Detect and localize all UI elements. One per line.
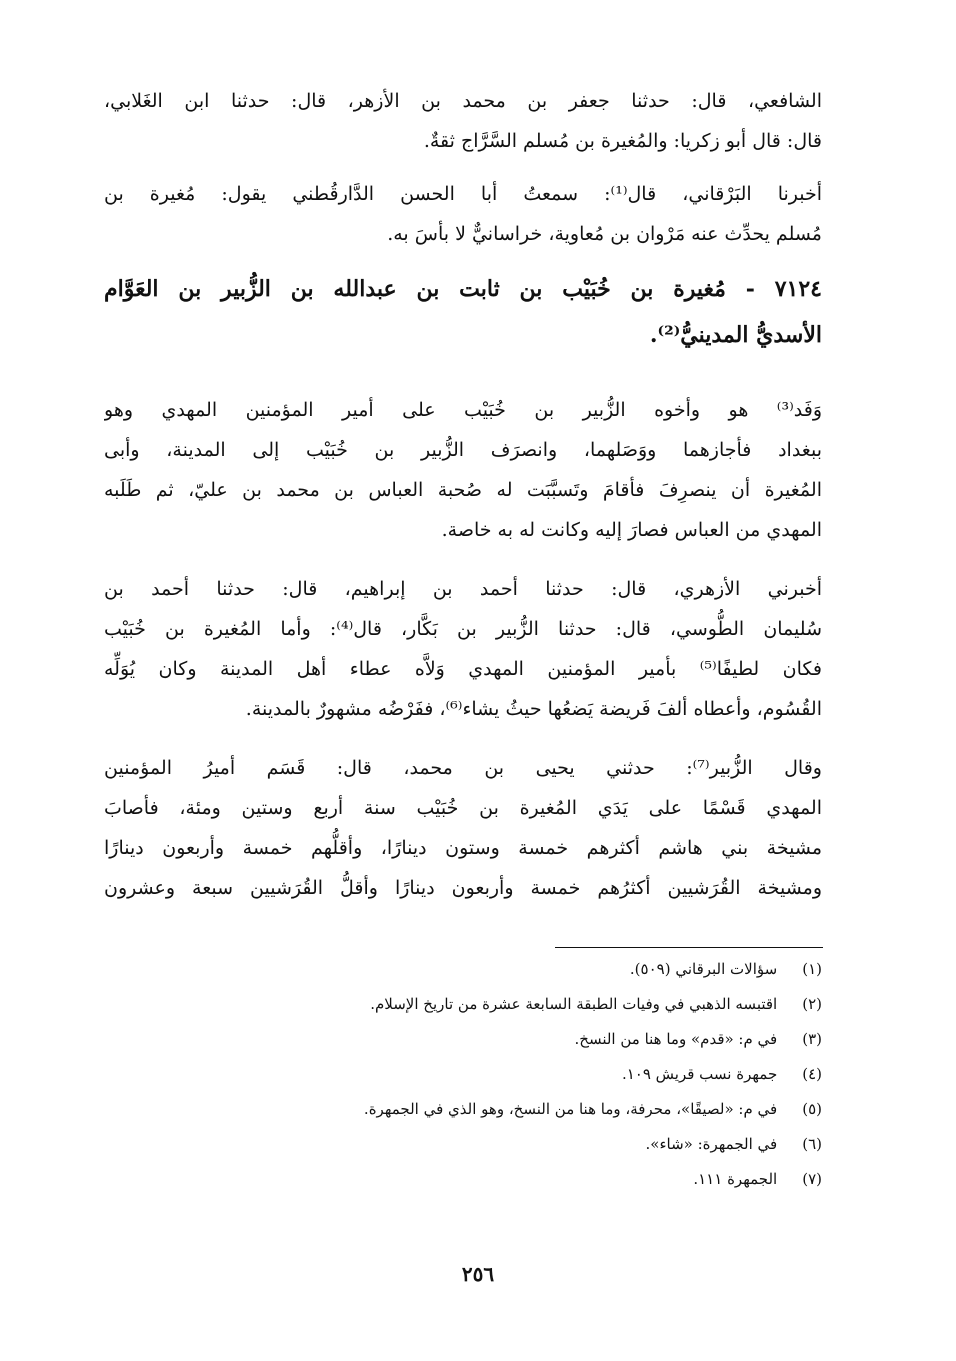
text-line: مُسلم يحدِّث عنه مَرْوان بن مُعاوية، خراسانيٌّ لا بأسَ به. [387, 223, 822, 245]
text-line: ببغداد فأجازهما ووَصَلهما، وانصرَف الزُّبير بن خُبَيْب إلى المدينة، وأبى [104, 439, 822, 461]
footnotes [200, 952, 822, 1197]
text-line: مشيخة بني هاشم أكثرهم خمسة وستون دينارًا، وأقلُّهم خمسة وأربعون دينارًا [104, 837, 822, 859]
paragraph [104, 390, 822, 550]
footnote-number: (٧) [802, 1170, 822, 1188]
text-line: فكان لطيفًا⁽⁵⁾ بأمير المؤمنين المهدي وَلاَّه عطاء أهل المدينة وكان يُوَلِّه [104, 658, 822, 680]
footnote [200, 1162, 822, 1197]
text-line: وَفَد⁽³⁾ هو وأخوه الزُّبير بن خُبَيْب على أمير المؤمنين المهدي وهو [104, 399, 822, 421]
text-line: قال: قال أبو زكريا: والمُغيرة بن مُسلم السَّرَّاج ثقةٌ. [423, 130, 822, 152]
footnote-text: في م: «لصيقًا»، محرفة، وما هنا من النسخ، وهو الذي في الجمهرة. [363, 1100, 778, 1118]
page-number: ٢٥٦ [461, 1262, 495, 1286]
heading-line: الأسديُّ المدينيُّ⁽²⁾. [649, 322, 822, 348]
paragraph [104, 81, 822, 161]
text-line: الشافعي، قال: حدثنا جعفر بن محمد بن الأزهر، قال: حدثنا ابن الغَلابي، [104, 90, 822, 112]
footnote-text: في الجمهرة: «شاء». [645, 1135, 778, 1153]
footnote [200, 1127, 822, 1162]
footnote [200, 1022, 822, 1057]
footnote-text: اقتبسه الذهبي في وفيات الطبقة السابعة عشرة من تاريخ الإسلام. [370, 995, 778, 1013]
footnote [200, 987, 822, 1022]
paragraph [104, 174, 822, 254]
footnote-number: (٤) [802, 1065, 822, 1083]
footnote-text: الجمهرة ١١١. [693, 1170, 778, 1188]
paragraph [104, 748, 822, 908]
footnote-number: (١) [802, 960, 822, 978]
footnote [200, 1092, 822, 1127]
text-line: المهدي من العباس فصارَ إليه وكانت له به خاصة. [441, 519, 822, 541]
text-line: أخبرنا البَرْقاني، قال⁽¹⁾: سمعتُ أبا الحسن الدَّارقُطني يقول: مُغيرة بن [104, 183, 822, 205]
footnote-number: (٥) [802, 1100, 822, 1118]
text-line: وقال الزُّبير⁽⁷⁾: حدثني يحيى بن محمد، قال: قَسَم أميرُ المؤمنين [104, 757, 822, 779]
footnote-divider [555, 947, 823, 948]
heading-line: ٧١٢٤ - مُغيرة بن خُبَيْب بن ثابت بن عبدالله بن الزُّبير بن العَوَّام [104, 276, 822, 302]
text-line: أخبرني الأزهري، قال: حدثنا أحمد بن إبراهيم، قال: حدثنا أحمد بن [104, 578, 822, 600]
entry-heading [104, 266, 822, 358]
text-line: المهدي قَسْمًا على يَدَي المُغيرة بن خُبَيْب سنة أربع وستين ومئة، فأصابَ [104, 797, 822, 819]
footnote [200, 1057, 822, 1092]
text-line: القُسُوم، وأعطاه ألفَ فَريضة يَضعُها حيثُ يشاء⁽⁶⁾، ففَرْضُه مشهورٌ بالمدينة. [245, 698, 822, 720]
footnote-number: (٣) [802, 1030, 822, 1048]
text-line: المُغيرة أن ينصرِفَ فأقامَ وتَسبَّبَت له صُحبة العباس بن محمد بن عليّ، ثم طَلَبه [104, 479, 822, 501]
footnote-number: (٦) [802, 1135, 822, 1153]
footnote-text: جمهرة نسب قريش ١٠٩. [621, 1065, 778, 1083]
footnote-number: (٢) [802, 995, 822, 1013]
text-line: سُليمان الطُّوسي، قال: حدثنا الزُّبير بن بَكَّار، قال⁽⁴⁾: وأما المُغيرة بن خُبَيْب [104, 618, 822, 640]
footnote-text: في م: «قدم» وما هنا من النسخ. [574, 1030, 778, 1048]
paragraph [104, 569, 822, 729]
text-line: ومشيخة القُرَشيين أكثرُهم خمسة وأربعون دينارًا وأقلُّ القُرَشيين سبعة وعشرون [104, 877, 822, 899]
footnote [200, 952, 822, 987]
footnote-text: سؤالات البرقاني (٥٠٩). [629, 960, 778, 978]
